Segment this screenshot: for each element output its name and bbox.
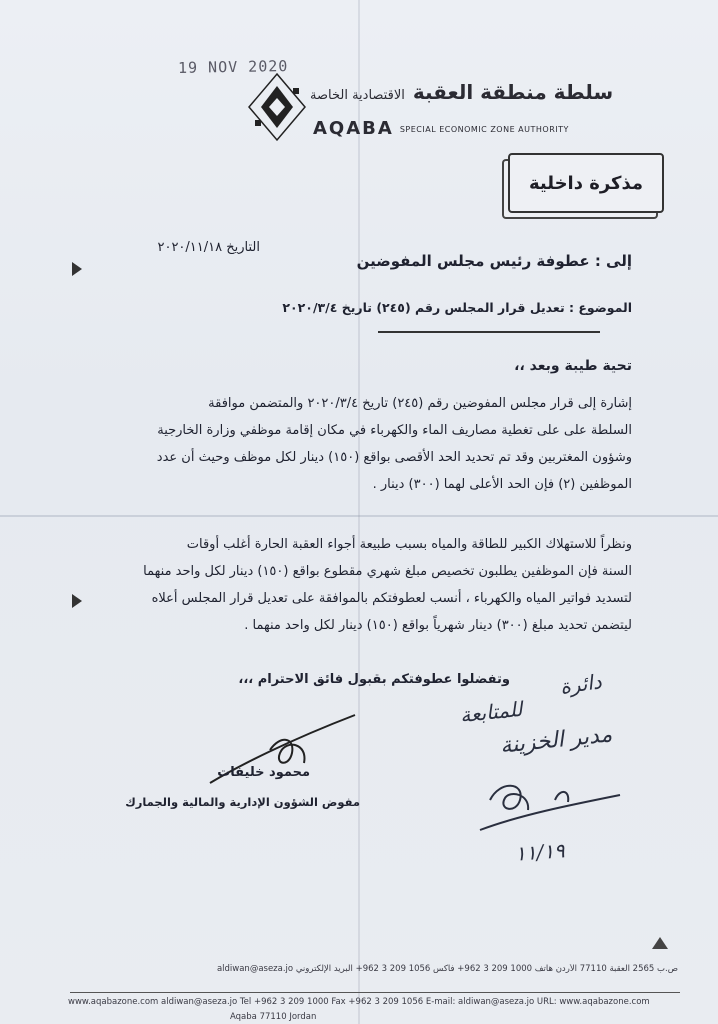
body-line: الموظفين (٢) فإن الحد الأعلى لهما (٣٠٠) دينار . [372,477,632,492]
footer-english-contact: www.aqabazone.com aldiwan@aseza.jo Tel +962 3 209 1000 Fax +962 3 209 1056 E-mail: aldiwan@aseza.jo URL: www.aqabazone.com [68,997,650,1007]
footer-address: Aqaba 77110 Jordan [230,1012,317,1022]
recipient: إلى : عطوفة رئيس مجلس المفوضين [356,252,632,270]
logo-english-text: AQABA SPECIAL ECONOMIC ZONE AUTHORITY [313,118,569,139]
body-line: السنة فإن الموظفين يطلبون تخصيص مبلغ شهري مقطوع بواقع (١٥٠) دينار لكل واحد منهما [143,564,632,579]
body-line: السلطة على على تغطية مصاريف الماء والكهرباء في مكان إقامة موظفي وزارة الخارجية [157,423,632,438]
body-line: ليتضمن تحديد مبلغ (٣٠٠) دينار شهرياً بواقع (١٥٠) دينار لكل واحد منهما . [244,618,632,633]
handwritten-initials-icon [470,770,630,840]
received-date-stamp: 19 NOV 2020 [177,57,289,77]
footer-arabic-contact: ص.ب 2565 العقبة 77110 الأردن هاتف 1000 209 3 962+ فاكس 1056 209 3 962+ البريد الإلكتروني aldiwan@aseza.jo [216,964,678,974]
footer-divider [70,992,680,993]
aqaba-logo-icon [247,72,307,142]
memo-date: التاريخ ٢٠٢٠/١١/١٨ [157,240,260,255]
body-line: لتسديد فواتير المياه والكهرباء ، أنسب لعطوفتكم بالموافقة على تعديل قرار المجلس أعلاه [151,591,632,606]
handwritten-note-line: للمتابعة [458,696,524,728]
greeting: تحية طيبة وبعد ،، [514,358,632,374]
body-line: إشارة إلى قرار مجلس المفوضين رقم (٢٤٥) تاريخ ٢٠٢٠/٣/٤ والمتضمن موافقة [208,396,632,411]
subject-underline [378,331,600,333]
logo-arabic-text: سلطة منطقة العقبةالاقتصادية الخاصة [310,80,614,104]
handwritten-note-line: مدير الخزينة [499,722,614,759]
triangle-marker-icon [72,262,82,276]
triangle-marker-icon [72,594,82,608]
handwritten-date: ١١/١٩ [514,838,566,866]
fold-crease [358,0,360,1024]
closing: وتفضلوا عطوفتكم بقبول فائق الاحترام ،،، [238,672,510,687]
internal-memo-label: مذكرة داخلية [508,153,664,213]
signatory-title: مفوض الشؤون الإدارية والمالية والجمارك [125,795,360,809]
subject: الموضوع : تعديل قرار المجلس رقم (٢٤٥) تاريخ ٢٠٢٠/٣/٤ [282,300,632,315]
body-line: ونظراً للاستهلاك الكبير للطاقة والمياه بسبب طبيعة أجواء العقبة الحارة أغلب أوقات [186,537,632,552]
signatory-name: محمود خليفات [217,765,310,780]
body-line: وشؤون المغتربين وقد تم تحديد الحد الأقصى بواقع (١٥٠) دينار لكل موظف وحيث أن عدد [156,450,632,465]
corner-marker-icon [652,937,668,949]
handwritten-note-line: دائرة [558,669,604,699]
